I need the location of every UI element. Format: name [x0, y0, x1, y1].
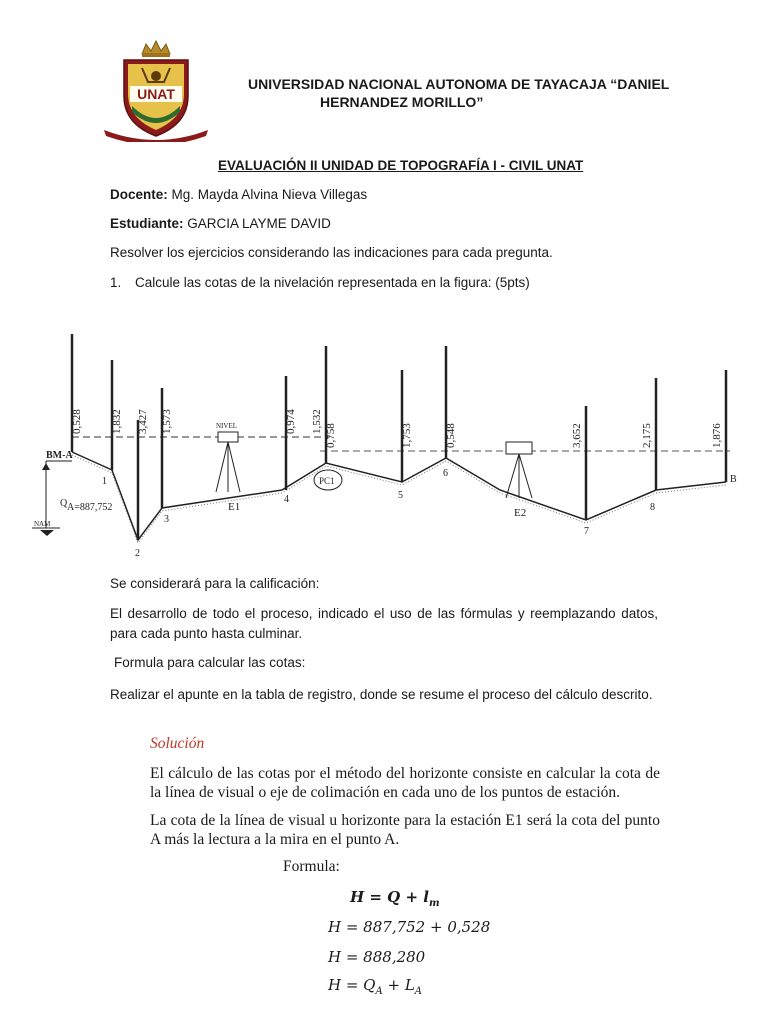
- grading-heading: Se considerará para la calificación:: [110, 576, 320, 591]
- reading-7: 3,652: [571, 423, 583, 448]
- equation-1: [350, 888, 440, 909]
- crown-icon: [142, 41, 170, 57]
- question-1: [110, 275, 530, 290]
- point-6-label: 6: [443, 468, 448, 479]
- instructions: Resolver los ejercicios considerando las indicaciones para cada pregunta.: [110, 245, 553, 260]
- equation-4-sub-1: A: [375, 986, 383, 997]
- e1-label: E1: [228, 501, 241, 513]
- equation-1-body: H = Q + l: [350, 888, 429, 906]
- reading-5: 1,753: [401, 423, 413, 448]
- grading-paragraph-2: Realizar el apunte en la tabla de registro, donde se resume el proceso del cálculo descrito.: [110, 687, 653, 702]
- q-label: Q: [60, 498, 68, 509]
- point-1-label: 1: [102, 476, 107, 487]
- point-7-label: 7: [584, 526, 589, 537]
- level-instrument-e2: [506, 442, 532, 519]
- university-logo: [102, 38, 210, 142]
- q-value-label: A=887,752: [67, 502, 113, 513]
- q-arrow-icon: [42, 463, 50, 470]
- equation-4-sub-2: A: [414, 986, 423, 997]
- equation-3: H = 888,280: [328, 948, 426, 966]
- point-2-label: 2: [135, 548, 140, 559]
- teacher-name: Mg. Mayda Alvina Nieva Villegas: [171, 187, 368, 202]
- e2-label: E2: [514, 507, 527, 519]
- student-line: [110, 216, 331, 231]
- solution-paragraph-1: El cálculo de las cotas por el método del horizonte consiste en calcular la cota de la línea de visual o eje de colimación en cada uno de los puntos de estación.: [150, 765, 660, 801]
- student-label: Estudiante:: [110, 216, 184, 231]
- student-name: GARCIA LAYME DAVID: [187, 216, 331, 231]
- nivel-label: NIVEL: [216, 422, 237, 430]
- equation-2: H = 887,752 + 0,528: [328, 918, 491, 936]
- point-4-label: 4: [284, 494, 289, 505]
- equation-1-sub: m: [428, 898, 440, 909]
- point-3-label: 3: [164, 514, 169, 525]
- leveling-diagram: [30, 330, 742, 560]
- university-name-line2: HERNANDEZ MORILLO”: [320, 94, 484, 110]
- nam-label: NAM: [34, 520, 51, 528]
- reading-1: 1,832: [111, 409, 123, 434]
- level-telescope-icon: [218, 432, 238, 442]
- equation-4-mid: + L: [382, 976, 415, 994]
- grading-paragraph-1: El desarrollo de todo el proceso, indicado el uso de las fórmulas y reemplazando datos, para cada punto hasta culminar.: [110, 606, 658, 641]
- question-text: Calcule las cotas de la nivelación representada en la figura: (5pts): [135, 275, 530, 290]
- reading-pc1-fore: 0,758: [325, 423, 337, 448]
- formula-heading: Formula para calcular las cotas:: [114, 655, 306, 670]
- nam-triangle-icon: [40, 530, 54, 536]
- formula-label: Formula:: [283, 858, 340, 875]
- reading-8: 2,175: [641, 423, 653, 448]
- teacher-line: [110, 187, 367, 202]
- teacher-label: Docente:: [110, 187, 168, 202]
- reading-pc1-back: 1,532: [311, 409, 323, 434]
- point-5-label: 5: [398, 490, 403, 501]
- reading-3: 1,573: [161, 409, 173, 434]
- equation-4: [328, 976, 422, 997]
- point-b-label: B: [730, 474, 737, 485]
- university-name-line1: UNIVERSIDAD NACIONAL AUTONOMA DE TAYACAJA “DANIEL: [248, 76, 670, 92]
- pc1-label: PC1: [319, 476, 335, 486]
- logo-text: UNAT: [137, 86, 175, 102]
- reading-6: 0,548: [445, 423, 457, 448]
- bm-a-label: BM-A: [46, 450, 73, 461]
- solution-paragraph-2: La cota de la línea de visual u horizonte para la estación E1 será la cota del punto A más la lectura a la mira en el punto A.: [150, 812, 660, 848]
- reading-a: 0,528: [71, 409, 83, 434]
- reading-4: 0,974: [285, 409, 297, 434]
- equation-4-left: H = Q: [328, 976, 376, 994]
- exam-title: EVALUACIÓN II UNIDAD DE TOPOGRAFÍA I - CIVIL UNAT: [218, 158, 584, 173]
- leveling-rods: [72, 334, 726, 540]
- reading-b: 1,876: [711, 423, 723, 448]
- point-8-label: 8: [650, 502, 655, 513]
- solution-heading: Solución: [150, 735, 205, 752]
- level-telescope-icon-2: [506, 442, 532, 454]
- reading-2: 3,427: [137, 409, 149, 434]
- question-number: 1.: [110, 275, 122, 290]
